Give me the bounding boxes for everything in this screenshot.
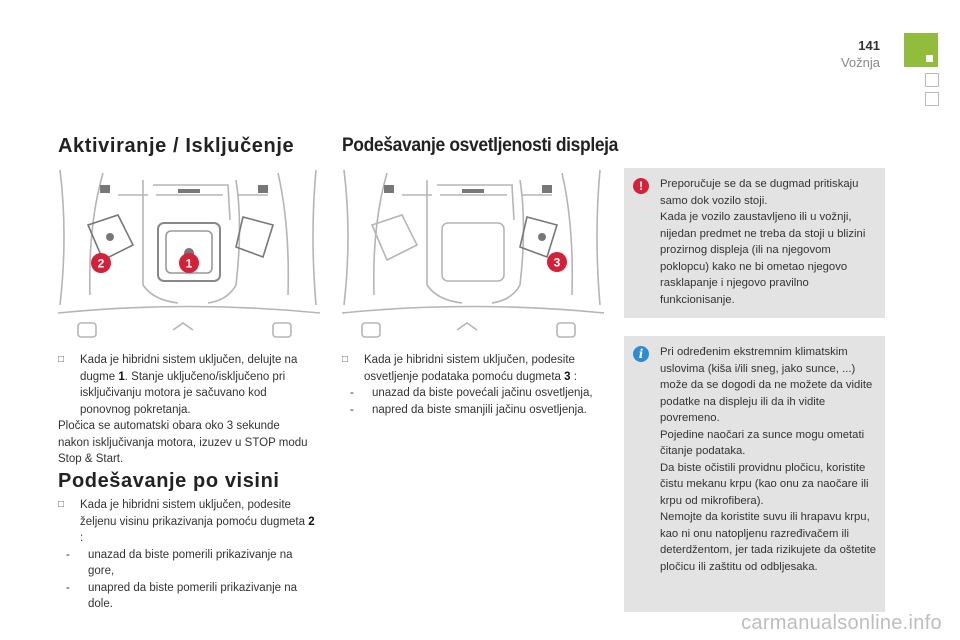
bullet-height: □ Kada je hibridni sistem uključen, podesite željenu visinu prikazivanja pomoću dugmeta 2 : bbox=[58, 497, 318, 547]
left-text-block bbox=[58, 352, 308, 468]
dash-item: - napred da biste smanjili jačinu osvetljenja. bbox=[342, 402, 604, 419]
watermark: carmanualsonline.info bbox=[741, 612, 942, 634]
heading-brightness: Podešavanje osvetljenosti displeja bbox=[342, 135, 619, 156]
info-icon: i bbox=[633, 346, 649, 362]
bullet-activation: □ Kada je hibridni sistem uključen, delujte na dugme 1. Stanje uključeno/isključeno pri isključivanju motora je sačuvano kod ponovnog pokretanja. bbox=[58, 352, 308, 418]
brightness-text-block bbox=[342, 352, 604, 418]
warning-text: Preporučuje se da se dugmad pritiskaju samo dok vozilo stoji. Kada je vozilo zaustavljeno ili u vožnji, nijedan predmet ne treba da stoji u blizini prozirnog displeja (ili na njegovom poklopcu) kako ne bi ometao njegovo rasklapanje i njegovo pravilno funkcionisanje. bbox=[660, 178, 866, 306]
warning-icon: ! bbox=[633, 178, 649, 194]
chapter-square-icon bbox=[925, 73, 939, 87]
paragraph-auto-fold: Pločica se automatski obara oko 3 sekunde nakon isključivanja motora, izuzev u STOP modu Stop & Start. bbox=[58, 420, 308, 465]
hud-controls-figure-left bbox=[58, 165, 320, 340]
chapter-square-icon bbox=[925, 92, 939, 106]
page-number: 141 bbox=[858, 38, 880, 53]
dash-item: - unazad da biste pomerili prikazivanje na gore, bbox=[58, 547, 318, 580]
info-text: Pri određenim ekstremnim klimatskim uslovima (kiša i/ili sneg, jako sunce, ...) može da se dogodi da ne možete da vidite podatke na displeju ili da ih vidite povremeno. Pojedine naočari za sunce mogu ometati čitanje podataka. Da biste očistili providnu pločicu, koristite čistu mekanu krpu (kao onu za naočare ili krpu od mikrofibera). Nemojte da koristite suvu ili hrapavu krpu, kao ni onu natopljenu razređivačem ili deterdžentom, jer tada rizikujete da oštetite pločicu ili zaštitu od odbljesaka. bbox=[660, 346, 877, 573]
dash-item: - unapred da biste pomerili prikazivanje na dole. bbox=[58, 580, 318, 613]
callout-3: 3 bbox=[553, 255, 561, 270]
height-text-block bbox=[58, 497, 318, 613]
chapter-tab-icon bbox=[904, 33, 938, 67]
callout-2: 2 bbox=[97, 256, 105, 271]
callout-1: 1 bbox=[185, 256, 193, 271]
warning-panel bbox=[624, 168, 885, 318]
heading-activation: Aktiviranje / Isključenje bbox=[58, 135, 295, 157]
info-panel bbox=[624, 336, 885, 612]
dash-item: - unazad da biste povećali jačinu osvetljenja, bbox=[342, 385, 604, 402]
hud-controls-figure-right bbox=[342, 165, 604, 340]
heading-height-adjust: Podešavanje po visini bbox=[58, 470, 280, 492]
bullet-brightness: □ Kada je hibridni sistem uključen, podesite osvetljenje podataka pomoću dugmeta 3 : bbox=[342, 352, 604, 385]
section-title: Vožnja bbox=[840, 55, 880, 70]
